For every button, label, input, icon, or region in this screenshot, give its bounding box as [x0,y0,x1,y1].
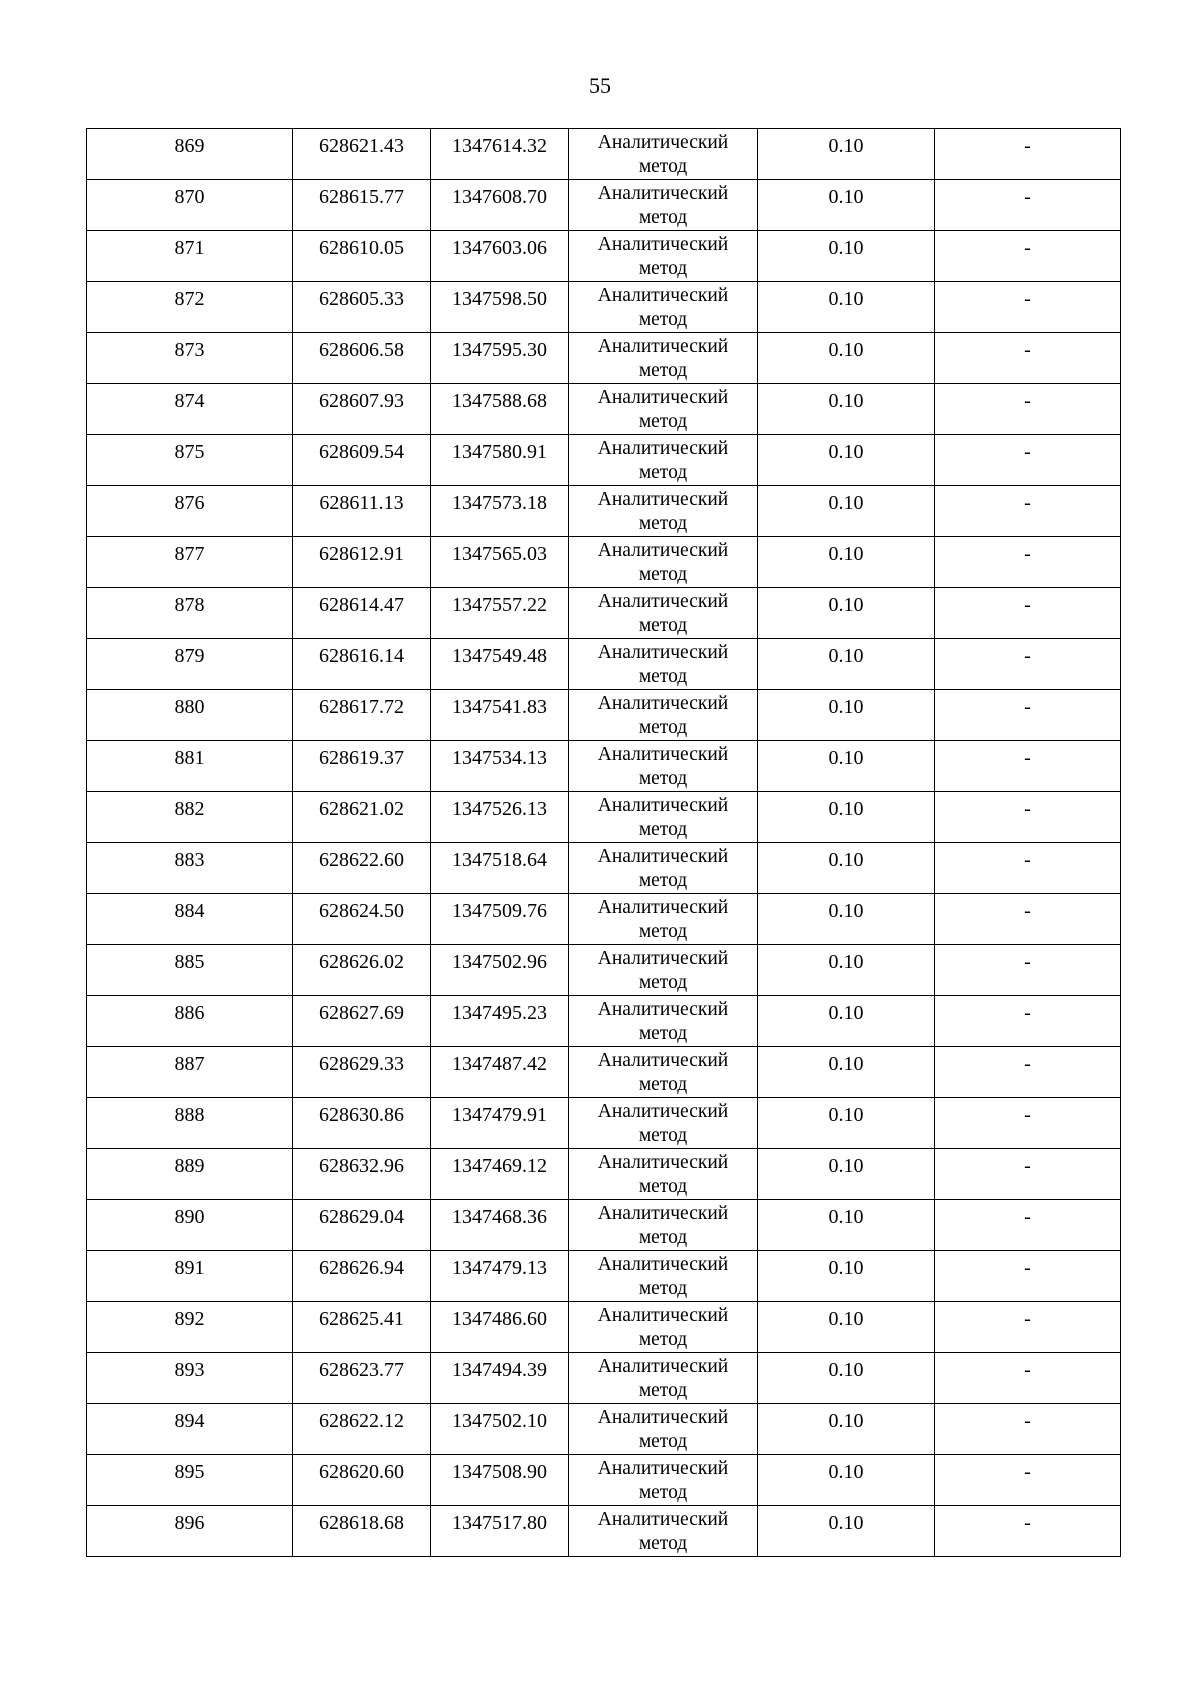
method-text-line1: Аналитический [597,489,729,510]
table-row [87,486,1121,537]
description-cell: - [935,894,1121,945]
y-coordinate-cell: 1347573.18 [431,486,569,537]
method-cell [569,1506,758,1557]
method-cell [569,1047,758,1098]
x-coordinate-cell: 628621.43 [293,129,431,180]
y-coordinate-cell: 1347468.36 [431,1200,569,1251]
point-number-cell: 888 [87,1098,293,1149]
y-coordinate-cell: 1347502.10 [431,1404,569,1455]
method-text-line1: Аналитический [597,1356,729,1377]
table-row [87,996,1121,1047]
table-row [87,639,1121,690]
x-coordinate-cell: 628620.60 [293,1455,431,1506]
precision-cell: 0.10 [758,1455,935,1506]
point-number-cell: 873 [87,333,293,384]
table-row [87,1047,1121,1098]
y-coordinate-cell: 1347508.90 [431,1455,569,1506]
method-cell [569,588,758,639]
method-text-line2: метод [638,309,688,330]
y-coordinate-cell: 1347494.39 [431,1353,569,1404]
method-text-line2: метод [638,1329,688,1350]
description-cell: - [935,843,1121,894]
method-text-line1: Аналитический [597,591,729,612]
point-number-cell: 880 [87,690,293,741]
point-number-cell: 889 [87,1149,293,1200]
method-text-line2: метод [638,207,688,228]
description-cell: - [935,129,1121,180]
point-number-cell: 896 [87,1506,293,1557]
method-text-line2: метод [638,1176,688,1197]
table-row [87,1302,1121,1353]
point-number-cell: 885 [87,945,293,996]
method-text-line2: метод [638,1380,688,1401]
coordinates-table [86,128,1121,1557]
x-coordinate-cell: 628622.12 [293,1404,431,1455]
y-coordinate-cell: 1347557.22 [431,588,569,639]
method-text-line2: метод [638,258,688,279]
table-row [87,690,1121,741]
table-body [87,129,1121,1557]
description-cell: - [935,639,1121,690]
precision-cell: 0.10 [758,1200,935,1251]
page-number: 55 [589,73,611,98]
x-coordinate-cell: 628611.13 [293,486,431,537]
table-row [87,1455,1121,1506]
y-coordinate-cell: 1347526.13 [431,792,569,843]
point-number-cell: 872 [87,282,293,333]
y-coordinate-cell: 1347495.23 [431,996,569,1047]
y-coordinate-cell: 1347534.13 [431,741,569,792]
x-coordinate-cell: 628626.02 [293,945,431,996]
point-number-cell: 876 [87,486,293,537]
y-coordinate-cell: 1347580.91 [431,435,569,486]
method-text-line1: Аналитический [597,234,729,255]
method-text-line2: метод [638,1533,688,1554]
description-cell: - [935,1506,1121,1557]
table-row [87,231,1121,282]
precision-cell: 0.10 [758,1353,935,1404]
table-row [87,1404,1121,1455]
description-cell: - [935,690,1121,741]
y-coordinate-cell: 1347614.32 [431,129,569,180]
precision-cell: 0.10 [758,1149,935,1200]
x-coordinate-cell: 628619.37 [293,741,431,792]
table-row [87,384,1121,435]
table-row [87,588,1121,639]
table-row [87,1506,1121,1557]
y-coordinate-cell: 1347487.42 [431,1047,569,1098]
point-number-cell: 879 [87,639,293,690]
method-cell [569,1455,758,1506]
method-text-line1: Аналитический [597,1407,729,1428]
method-cell [569,231,758,282]
precision-cell: 0.10 [758,1251,935,1302]
method-text-line2: метод [638,1278,688,1299]
precision-cell: 0.10 [758,282,935,333]
method-text-line2: метод [638,768,688,789]
description-cell: - [935,996,1121,1047]
description-cell: - [935,1047,1121,1098]
method-cell [569,639,758,690]
table-row [87,282,1121,333]
point-number-cell: 886 [87,996,293,1047]
point-number-cell: 895 [87,1455,293,1506]
point-number-cell: 875 [87,435,293,486]
method-cell [569,894,758,945]
description-cell: - [935,1098,1121,1149]
precision-cell: 0.10 [758,1302,935,1353]
x-coordinate-cell: 628630.86 [293,1098,431,1149]
x-coordinate-cell: 628623.77 [293,1353,431,1404]
method-text-line1: Аналитический [597,1203,729,1224]
method-cell [569,282,758,333]
method-text-line2: метод [638,921,688,942]
method-cell [569,945,758,996]
point-number-cell: 892 [87,1302,293,1353]
method-text-line1: Аналитический [597,897,729,918]
method-cell [569,384,758,435]
precision-cell: 0.10 [758,639,935,690]
method-cell [569,1353,758,1404]
method-text-line2: метод [638,666,688,687]
method-text-line2: метод [638,1023,688,1044]
precision-cell: 0.10 [758,690,935,741]
table-row [87,843,1121,894]
method-text-line2: метод [638,1125,688,1146]
method-text-line2: метод [638,156,688,177]
x-coordinate-cell: 628629.33 [293,1047,431,1098]
table-row [87,792,1121,843]
precision-cell: 0.10 [758,588,935,639]
method-text-line2: метод [638,1227,688,1248]
method-cell [569,1149,758,1200]
x-coordinate-cell: 628622.60 [293,843,431,894]
method-text-line2: метод [638,360,688,381]
method-text-line1: Аналитический [597,1101,729,1122]
method-text-line2: метод [638,462,688,483]
point-number-cell: 881 [87,741,293,792]
method-text-line2: метод [638,870,688,891]
description-cell: - [935,1200,1121,1251]
description-cell: - [935,1455,1121,1506]
method-text-line1: Аналитический [597,1458,729,1479]
table-row [87,129,1121,180]
description-cell: - [935,1404,1121,1455]
y-coordinate-cell: 1347517.80 [431,1506,569,1557]
point-number-cell: 878 [87,588,293,639]
method-cell [569,1302,758,1353]
description-cell: - [935,180,1121,231]
method-cell [569,180,758,231]
description-cell: - [935,1149,1121,1200]
description-cell: - [935,537,1121,588]
method-text-line1: Аналитический [597,846,729,867]
method-text-line1: Аналитический [597,438,729,459]
point-number-cell: 871 [87,231,293,282]
method-cell [569,1098,758,1149]
y-coordinate-cell: 1347479.91 [431,1098,569,1149]
description-cell: - [935,1353,1121,1404]
method-text-line2: метод [638,972,688,993]
y-coordinate-cell: 1347588.68 [431,384,569,435]
x-coordinate-cell: 628626.94 [293,1251,431,1302]
y-coordinate-cell: 1347502.96 [431,945,569,996]
y-coordinate-cell: 1347469.12 [431,1149,569,1200]
y-coordinate-cell: 1347509.76 [431,894,569,945]
table-row [87,435,1121,486]
y-coordinate-cell: 1347608.70 [431,180,569,231]
method-text-line1: Аналитический [597,1509,729,1530]
method-text-line2: метод [638,513,688,534]
method-text-line1: Аналитический [597,1152,729,1173]
method-cell [569,1200,758,1251]
method-text-line1: Аналитический [597,183,729,204]
x-coordinate-cell: 628606.58 [293,333,431,384]
x-coordinate-cell: 628627.69 [293,996,431,1047]
point-number-cell: 874 [87,384,293,435]
method-cell [569,333,758,384]
table-row [87,1251,1121,1302]
description-cell: - [935,231,1121,282]
x-coordinate-cell: 628625.41 [293,1302,431,1353]
method-text-line1: Аналитический [597,1305,729,1326]
x-coordinate-cell: 628609.54 [293,435,431,486]
point-number-cell: 893 [87,1353,293,1404]
point-number-cell: 883 [87,843,293,894]
x-coordinate-cell: 628621.02 [293,792,431,843]
method-text-line2: метод [638,1074,688,1095]
precision-cell: 0.10 [758,843,935,894]
point-number-cell: 890 [87,1200,293,1251]
y-coordinate-cell: 1347518.64 [431,843,569,894]
precision-cell: 0.10 [758,180,935,231]
method-cell [569,843,758,894]
method-cell [569,741,758,792]
x-coordinate-cell: 628614.47 [293,588,431,639]
method-text-line1: Аналитический [597,999,729,1020]
point-number-cell: 869 [87,129,293,180]
method-text-line1: Аналитический [597,795,729,816]
precision-cell: 0.10 [758,792,935,843]
method-text-line1: Аналитический [597,744,729,765]
point-number-cell: 877 [87,537,293,588]
method-text-line2: метод [638,564,688,585]
point-number-cell: 870 [87,180,293,231]
description-cell: - [935,486,1121,537]
table-row [87,333,1121,384]
description-cell: - [935,333,1121,384]
point-number-cell: 887 [87,1047,293,1098]
method-cell [569,792,758,843]
method-cell [569,129,758,180]
description-cell: - [935,1302,1121,1353]
precision-cell: 0.10 [758,384,935,435]
precision-cell: 0.10 [758,537,935,588]
table-row [87,1200,1121,1251]
y-coordinate-cell: 1347595.30 [431,333,569,384]
y-coordinate-cell: 1347549.48 [431,639,569,690]
method-text-line1: Аналитический [597,948,729,969]
y-coordinate-cell: 1347565.03 [431,537,569,588]
description-cell: - [935,741,1121,792]
method-text-line1: Аналитический [597,1254,729,1275]
table-row [87,945,1121,996]
method-cell [569,435,758,486]
description-cell: - [935,1251,1121,1302]
y-coordinate-cell: 1347603.06 [431,231,569,282]
table-row [87,1098,1121,1149]
method-text-line1: Аналитический [597,540,729,561]
table-row [87,180,1121,231]
table-row [87,741,1121,792]
table-row [87,537,1121,588]
point-number-cell: 894 [87,1404,293,1455]
precision-cell: 0.10 [758,996,935,1047]
precision-cell: 0.10 [758,945,935,996]
method-text-line2: метод [638,717,688,738]
table-row [87,1149,1121,1200]
x-coordinate-cell: 628617.72 [293,690,431,741]
method-text-line1: Аналитический [597,336,729,357]
precision-cell: 0.10 [758,894,935,945]
method-text-line1: Аналитический [597,132,729,153]
x-coordinate-cell: 628605.33 [293,282,431,333]
method-text-line1: Аналитический [597,693,729,714]
method-text-line2: метод [638,615,688,636]
method-text-line2: метод [638,411,688,432]
x-coordinate-cell: 628616.14 [293,639,431,690]
method-text-line2: метод [638,1431,688,1452]
table-row [87,894,1121,945]
x-coordinate-cell: 628615.77 [293,180,431,231]
table-row [87,1353,1121,1404]
precision-cell: 0.10 [758,486,935,537]
method-text-line2: метод [638,819,688,840]
method-cell [569,996,758,1047]
y-coordinate-cell: 1347541.83 [431,690,569,741]
method-cell [569,537,758,588]
method-text-line1: Аналитический [597,387,729,408]
y-coordinate-cell: 1347598.50 [431,282,569,333]
method-text-line1: Аналитический [597,285,729,306]
x-coordinate-cell: 628610.05 [293,231,431,282]
y-coordinate-cell: 1347486.60 [431,1302,569,1353]
method-text-line2: метод [638,1482,688,1503]
point-number-cell: 882 [87,792,293,843]
precision-cell: 0.10 [758,1098,935,1149]
description-cell: - [935,282,1121,333]
point-number-cell: 884 [87,894,293,945]
description-cell: - [935,435,1121,486]
description-cell: - [935,588,1121,639]
method-text-line1: Аналитический [597,1050,729,1071]
precision-cell: 0.10 [758,1047,935,1098]
precision-cell: 0.10 [758,1506,935,1557]
description-cell: - [935,384,1121,435]
x-coordinate-cell: 628612.91 [293,537,431,588]
y-coordinate-cell: 1347479.13 [431,1251,569,1302]
x-coordinate-cell: 628607.93 [293,384,431,435]
precision-cell: 0.10 [758,741,935,792]
method-text-line1: Аналитический [597,642,729,663]
precision-cell: 0.10 [758,333,935,384]
method-cell [569,1404,758,1455]
method-cell [569,690,758,741]
x-coordinate-cell: 628624.50 [293,894,431,945]
description-cell: - [935,945,1121,996]
x-coordinate-cell: 628629.04 [293,1200,431,1251]
precision-cell: 0.10 [758,1404,935,1455]
method-cell [569,1251,758,1302]
precision-cell: 0.10 [758,129,935,180]
precision-cell: 0.10 [758,231,935,282]
method-cell [569,486,758,537]
x-coordinate-cell: 628618.68 [293,1506,431,1557]
x-coordinate-cell: 628632.96 [293,1149,431,1200]
point-number-cell: 891 [87,1251,293,1302]
description-cell: - [935,792,1121,843]
precision-cell: 0.10 [758,435,935,486]
